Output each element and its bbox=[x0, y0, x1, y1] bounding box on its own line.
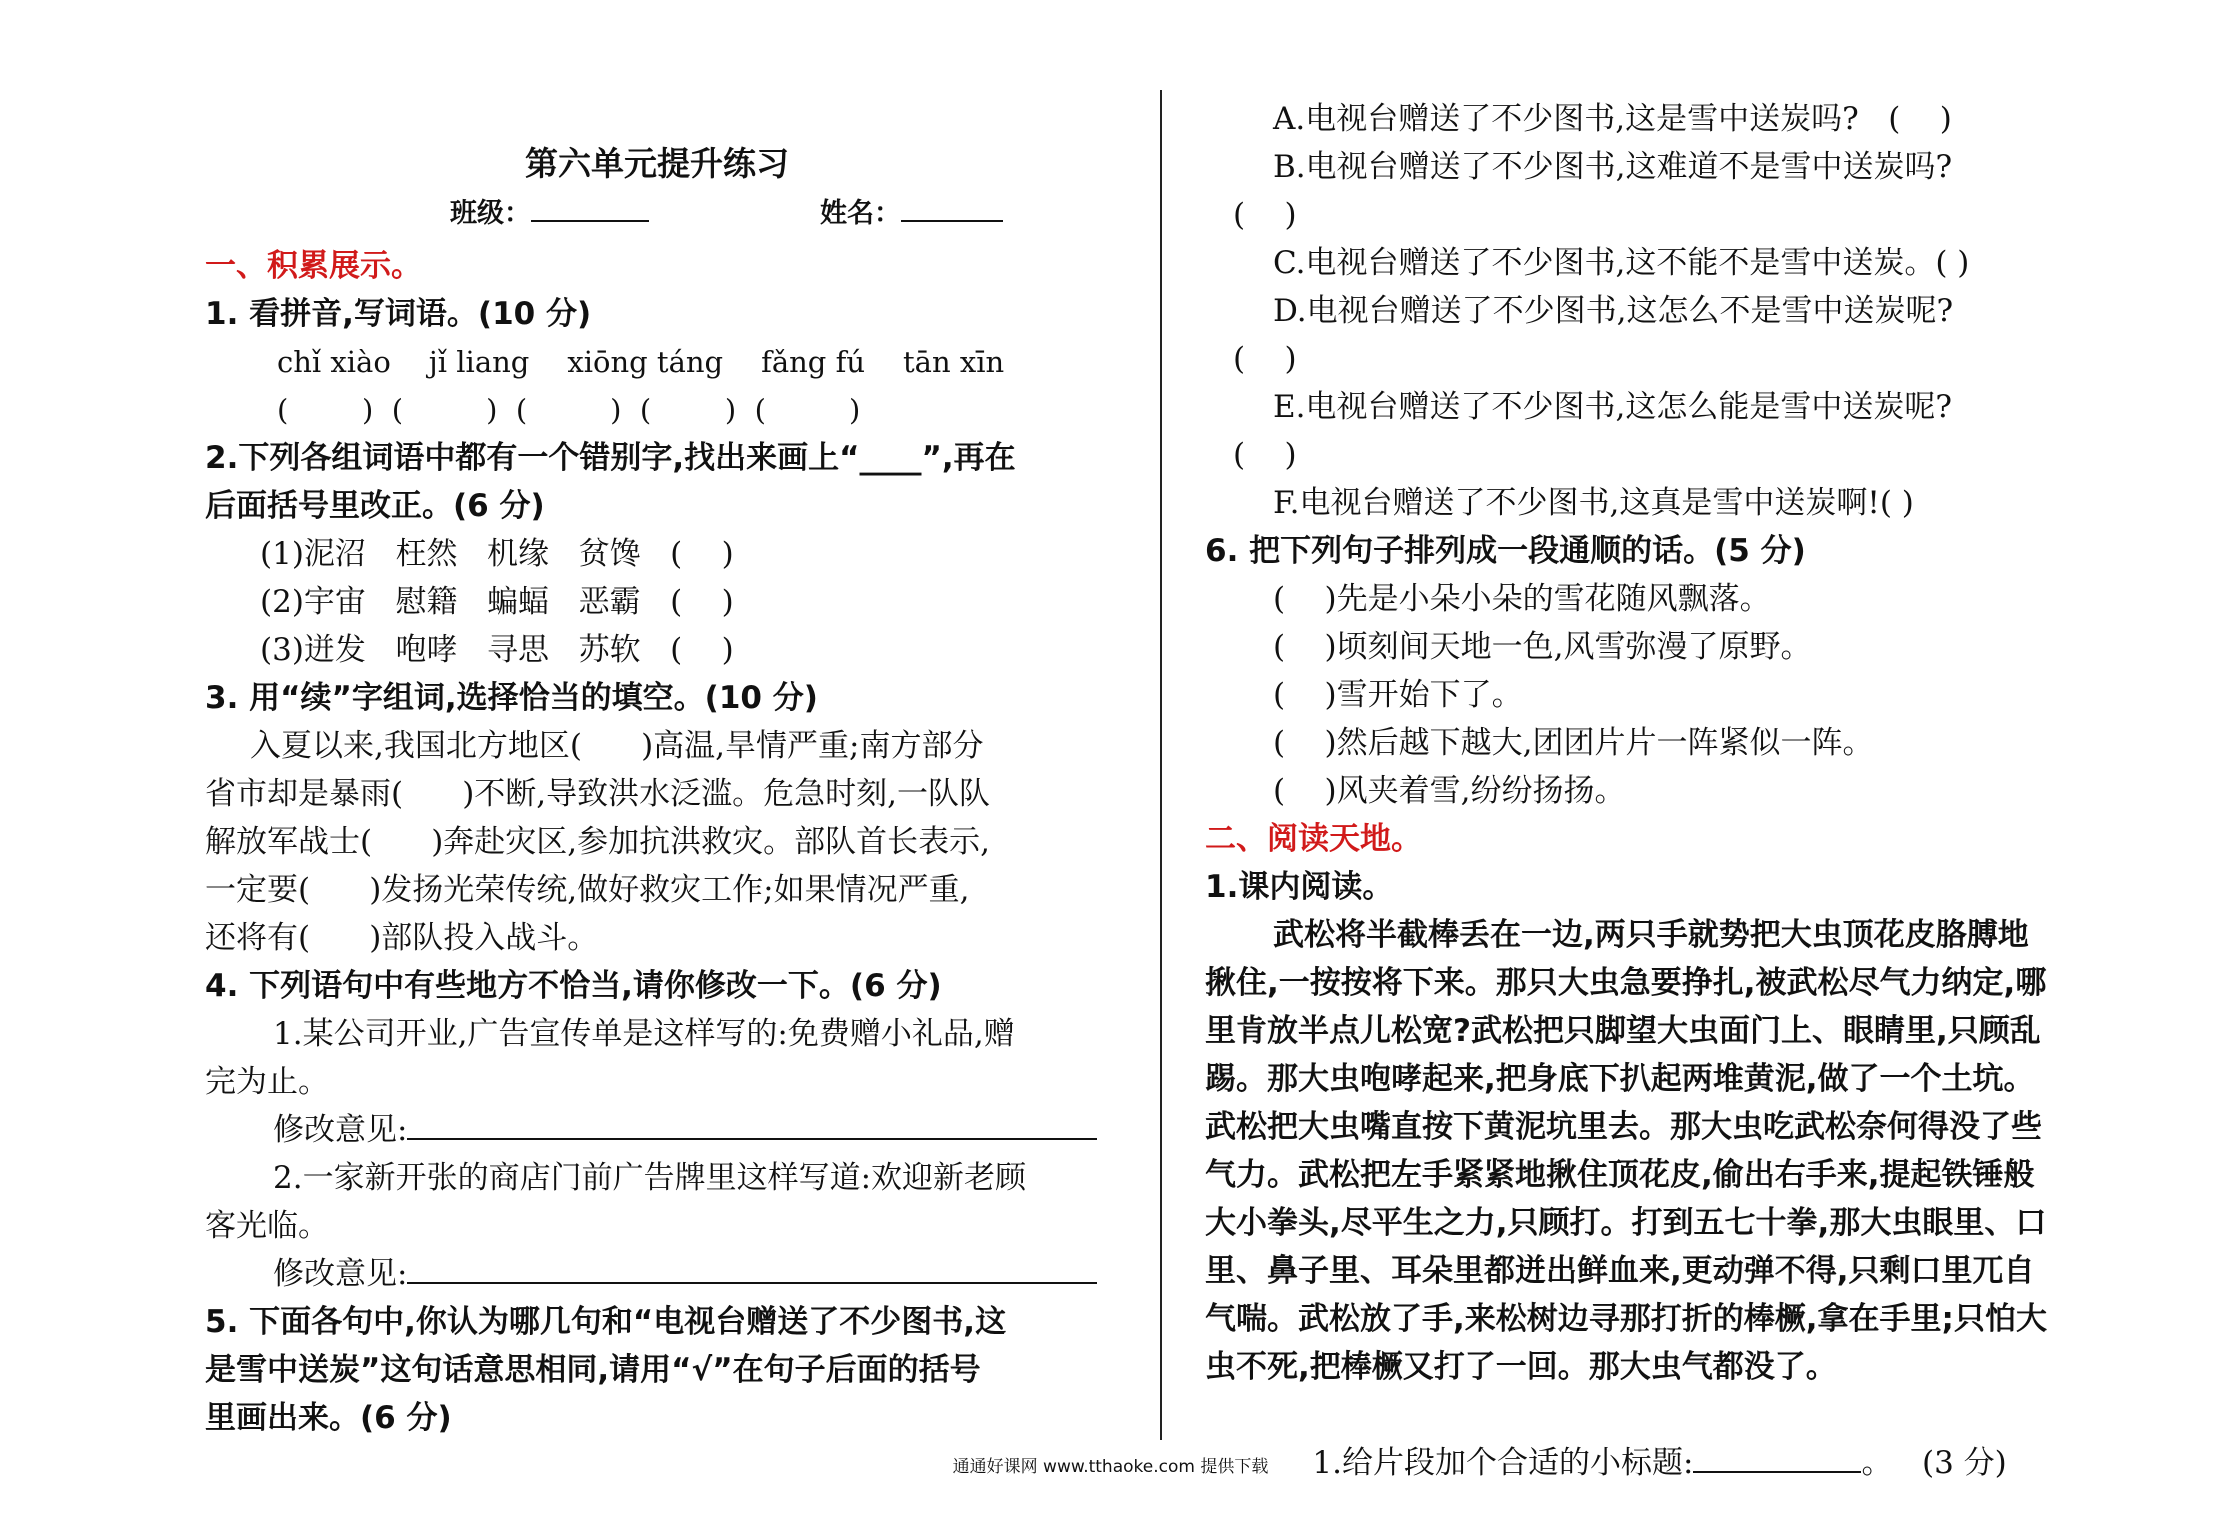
pinyin-3: xiōng táng bbox=[567, 345, 724, 379]
passage-line-3: 里肯放半点儿松宽?武松把只脚望大虫面门上、眼睛里,只顾乱 bbox=[1205, 1013, 2041, 1049]
q5-option-e[interactable]: E.电视台赠送了不少图书,这怎么能是雪中送炭呢? bbox=[1273, 389, 1952, 425]
q3-line-2[interactable]: 省市却是暴雨( )不断,导致洪水泛滥。危急时刻,一队队 bbox=[205, 776, 991, 812]
q2-row-3[interactable]: (3)迸发 咆哮 寻思 苏软 ( ) bbox=[260, 632, 734, 668]
q2-stem-1: 2.下列各组词语中都有一个错别字,找出来画上“____”,再在 bbox=[205, 440, 1016, 476]
column-divider bbox=[1160, 90, 1162, 1440]
passage-line-8: 里、鼻子里、耳朵里都迸出鲜血来,更动弹不得,只剩口里兀自 bbox=[1205, 1253, 2035, 1289]
q6-item-2[interactable]: ( )顷刻间天地一色,风雪弥漫了原野。 bbox=[1273, 629, 1812, 665]
passage-line-4: 踢。那大虫咆哮起来,把身底下扒起两堆黄泥,做了一个土坑。 bbox=[1205, 1061, 2035, 1097]
passage-line-10: 虫不死,把棒橛又打了一回。那大虫气都没了。 bbox=[1205, 1349, 1837, 1385]
section-heading-1: 一、积累展示。 bbox=[205, 248, 422, 284]
sub-question-1: 1.给片段加个合适的小标题: 。 (3 分) bbox=[1273, 1391, 2007, 1535]
q2-row-1[interactable]: (1)泥沼 枉然 机缘 贫馋 ( ) bbox=[260, 536, 734, 572]
name-label: 姓名： bbox=[820, 190, 1003, 238]
passage-line-2: 揪住,一按按将下来。那只大虫急要挣扎,被武松尽气力纳定,哪 bbox=[1205, 965, 2047, 1001]
q4-item1-a: 1.某公司开业,广告宣传单是这样写的:免费赠小礼品,赠 bbox=[273, 1016, 1015, 1052]
q4-item2-b: 客光临。 bbox=[205, 1208, 329, 1244]
q4-item2-a: 2.一家新开张的商店门前广告牌里这样写道:欢迎新老顾 bbox=[273, 1160, 1027, 1196]
q6-stem: 6. 把下列句子排列成一段通顺的话。(5 分) bbox=[1205, 533, 1806, 569]
q4-fix-1-blank[interactable] bbox=[407, 1108, 1097, 1140]
q4-item1-b: 完为止。 bbox=[205, 1064, 329, 1100]
passage-line-9: 气喘。武松放了手,来松树边寻那打折的棒橛,拿在手里;只怕大 bbox=[1205, 1301, 2047, 1337]
q4-fix-2-blank[interactable] bbox=[407, 1252, 1097, 1284]
pinyin-2: jǐ liang bbox=[428, 345, 530, 379]
passage-line-1: 武松将半截棒丢在一边,两只手就势把大虫顶花皮胳膊地 bbox=[1273, 917, 2029, 953]
q1-stem: 1. 看拼音,写词语。(10 分) bbox=[205, 296, 592, 332]
q5-option-b-bracket[interactable]: ( ) bbox=[1233, 197, 1297, 233]
q5-option-b[interactable]: B.电视台赠送了不少图书,这难道不是雪中送炭吗? bbox=[1273, 149, 1953, 185]
q5-stem-1: 5. 下面各句中,你认为哪几句和“电视台赠送了不少图书,这 bbox=[205, 1304, 1007, 1340]
class-blank[interactable] bbox=[531, 190, 649, 222]
q5-option-d[interactable]: D.电视台赠送了不少图书,这怎么不是雪中送炭呢? bbox=[1273, 293, 1954, 329]
q5-option-e-bracket[interactable]: ( ) bbox=[1233, 437, 1297, 473]
q4-fix-2: 修改意见: bbox=[273, 1250, 1097, 1298]
passage-line-5: 武松把大虫嘴直按下黄泥坑里去。那大虫吃武松奈何得没了些 bbox=[1205, 1109, 2042, 1145]
class-label: 班级： bbox=[450, 190, 649, 238]
pinyin-5: tān xīn bbox=[903, 345, 1005, 379]
q4-stem: 4. 下列语句中有些地方不恰当,请你修改一下。(6 分) bbox=[205, 968, 942, 1004]
q5-stem-2: 是雪中送炭”这句话意思相同,请用“√”在句子后面的括号 bbox=[205, 1352, 981, 1388]
q1-answer-blanks[interactable]: ( ) ( ) ( ) ( ) ( ) bbox=[277, 393, 861, 427]
q5-option-a[interactable]: A.电视台赠送了不少图书,这是雪中送炭吗? ( ) bbox=[1273, 101, 1952, 137]
q5-option-c[interactable]: C.电视台赠送了不少图书,这不能不是雪中送炭。( ) bbox=[1273, 245, 1970, 281]
passage-line-6: 气力。武松把左手紧紧地揪住顶花皮,偷出右手来,提起铁锤般 bbox=[1205, 1157, 2035, 1193]
name-blank[interactable] bbox=[901, 190, 1003, 222]
q6-item-3[interactable]: ( )雪开始下了。 bbox=[1273, 677, 1523, 713]
q5-option-d-bracket[interactable]: ( ) bbox=[1233, 341, 1297, 377]
q6-item-4[interactable]: ( )然后越下越大,团团片片一阵紧似一阵。 bbox=[1273, 725, 1874, 761]
q2-row-2[interactable]: (2)宇宙 慰籍 蝙蝠 恶霸 ( ) bbox=[260, 584, 734, 620]
q3-line-4[interactable]: 一定要( )发扬光荣传统,做好救灾工作;如果情况严重, bbox=[205, 872, 970, 908]
q1-pinyin bbox=[277, 338, 1042, 386]
section-heading-2: 二、阅读天地。 bbox=[1205, 821, 1422, 857]
q5-stem-3: 里画出来。(6 分) bbox=[205, 1400, 452, 1436]
q3-stem: 3. 用“续”字组词,选择恰当的填空。(10 分) bbox=[205, 680, 818, 716]
q5-option-f[interactable]: F.电视台赠送了不少图书,这真是雪中送炭啊!( ) bbox=[1273, 485, 1914, 521]
reading-label: 1.课内阅读。 bbox=[1205, 869, 1394, 905]
passage-line-7: 大小拳头,尽平生之力,只顾打。打到五七十拳,那大虫眼里、口 bbox=[1205, 1205, 2047, 1241]
q4-fix-1: 修改意见: bbox=[273, 1106, 1097, 1154]
page-title: 第六单元提升练习 bbox=[525, 144, 789, 183]
pinyin-4: fǎng fú bbox=[761, 345, 866, 379]
q6-item-5[interactable]: ( )风夹着雪,纷纷扬扬。 bbox=[1273, 773, 1626, 809]
q6-item-1[interactable]: ( )先是小朵小朵的雪花随风飘落。 bbox=[1273, 581, 1771, 617]
q2-stem-2: 后面括号里改正。(6 分) bbox=[205, 488, 545, 524]
pinyin-1: chǐ xiào bbox=[277, 345, 391, 379]
q3-line-5[interactable]: 还将有( )部队投入战斗。 bbox=[205, 920, 599, 956]
q3-line-1[interactable]: 入夏以来,我国北方地区( )高温,旱情严重;南方部分 bbox=[250, 728, 984, 764]
q3-line-3[interactable]: 解放军战士( )奔赴灾区,参加抗洪救灾。部队首长表示, bbox=[205, 824, 991, 860]
footer: 通通好课网 www.tthaoke.com 提供下载 bbox=[952, 1457, 1269, 1477]
